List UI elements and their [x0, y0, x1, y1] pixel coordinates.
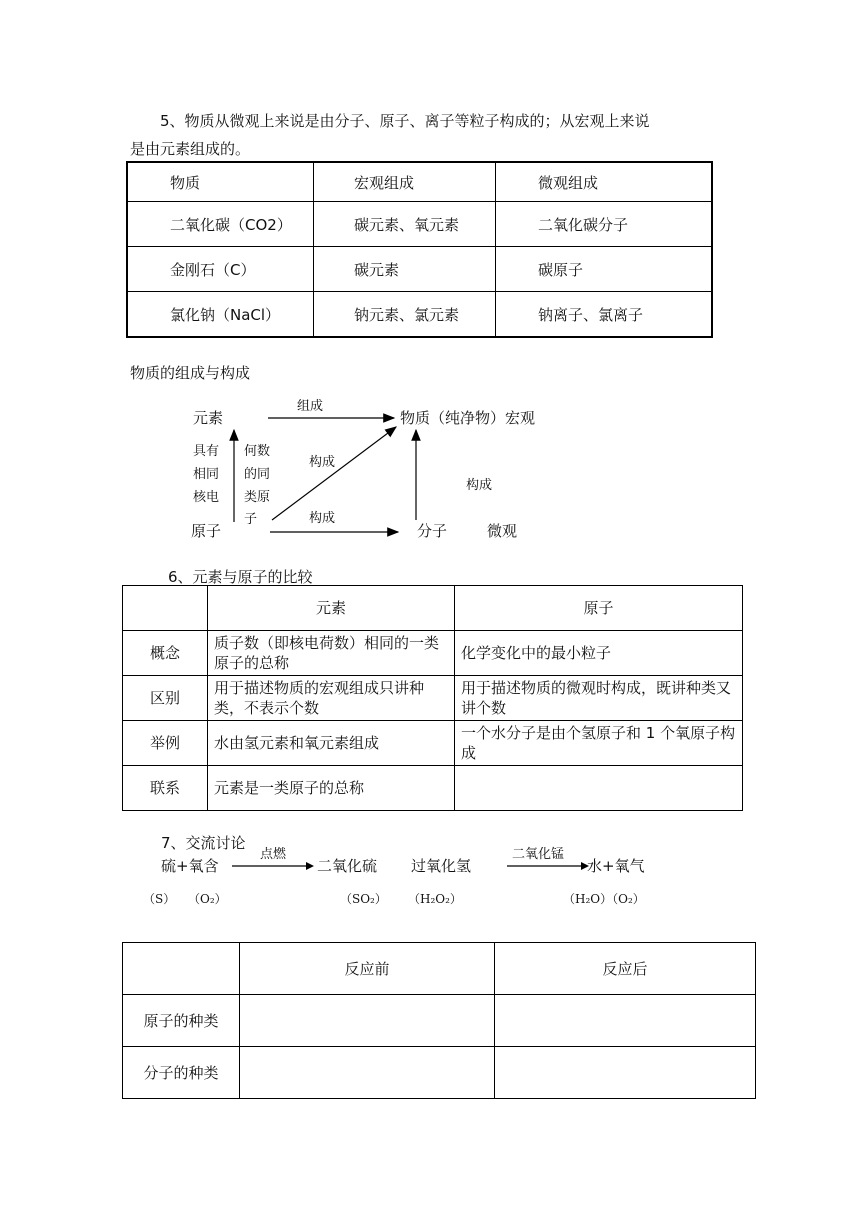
table-header-cell: 原子 — [455, 586, 743, 631]
table-header-row — [123, 943, 756, 995]
right-text-line: 子 — [244, 512, 258, 527]
table-row — [123, 766, 743, 811]
node-atom: 原子 — [191, 522, 222, 540]
table-header-cell: 反应后 — [495, 943, 756, 995]
reaction1-arrow — [230, 860, 316, 872]
table-cell — [240, 995, 495, 1047]
table-cell — [455, 766, 743, 811]
table-header-cell: 反应前 — [240, 943, 495, 995]
table-header-cell: 微观组成 — [496, 162, 713, 202]
table-cell: 碳原子 — [496, 247, 713, 292]
diagram-title: 物质的组成与构成 — [130, 364, 251, 382]
section7-title: 7、交流讨论 — [161, 834, 246, 852]
table-cell: 概念 — [123, 631, 208, 676]
reaction-comparison-table — [122, 942, 756, 1099]
left-text-line: 具有 — [193, 444, 220, 459]
element-atom-table — [122, 585, 743, 811]
section5-line1: 5、物质从微观上来说是由分子、原子、离子等粒子构成的；从宏观上来说 — [160, 112, 650, 130]
table-row — [123, 995, 756, 1047]
right-text-line: 的同 — [244, 467, 271, 482]
table-cell: 分子的种类 — [123, 1047, 240, 1099]
table-row — [123, 631, 743, 676]
table-cell: 举例 — [123, 721, 208, 766]
table-cell: 碳元素 — [314, 247, 496, 292]
table-header-cell — [123, 943, 240, 995]
label-construct-right: 构成 — [466, 478, 493, 493]
right-text-line: 何数 — [244, 444, 271, 459]
reaction2-condition: 二氧化锰 — [512, 847, 565, 862]
table-cell: 一个水分子是由个氢原子和 1 个氧原子构成 — [455, 721, 743, 766]
reaction2-arrow — [505, 860, 591, 872]
table-cell: 元素是一类原子的总称 — [208, 766, 455, 811]
formula-o2: （O₂） — [188, 892, 227, 906]
table-header-cell: 物质 — [127, 162, 314, 202]
table-cell: 原子的种类 — [123, 995, 240, 1047]
node-element: 元素 — [193, 409, 224, 427]
reaction1-condition: 点燃 — [260, 847, 287, 862]
table-cell: 氯化钠（NaCl） — [127, 292, 314, 338]
left-text-line: 相同 — [193, 467, 220, 482]
table-cell: 用于描述物质的宏观组成只讲种类，不表示个数 — [208, 676, 455, 721]
table-row — [123, 721, 743, 766]
table-header-cell: 元素 — [208, 586, 455, 631]
right-text-line: 类原 — [244, 490, 271, 505]
table-cell — [240, 1047, 495, 1099]
formula-s: （S） — [143, 892, 176, 906]
table-row — [123, 1047, 756, 1099]
table-cell: 区别 — [123, 676, 208, 721]
table-cell: 用于描述物质的微观时构成，既讲种类又讲个数 — [455, 676, 743, 721]
table-cell: 金刚石（C） — [127, 247, 314, 292]
table-cell: 钠元素、氯元素 — [314, 292, 496, 338]
section5-line2: 是由元素组成的。 — [130, 140, 251, 158]
formula-h2o2: （H₂O₂） — [408, 892, 462, 906]
composition-diagram — [0, 0, 860, 560]
section6-title: 6、元素与原子的比较 — [168, 568, 313, 586]
node-molecule: 分子 — [417, 522, 448, 540]
table-cell — [495, 1047, 756, 1099]
table-header-cell — [123, 586, 208, 631]
table-header-cell: 宏观组成 — [314, 162, 496, 202]
table-cell: 二氧化碳分子 — [496, 202, 713, 247]
reaction2-products: 水+氧气 — [587, 857, 645, 875]
table-cell: 联系 — [123, 766, 208, 811]
table-cell: 水由氢元素和氧元素组成 — [208, 721, 455, 766]
reaction1-reactants: 硫+氧含 — [161, 857, 219, 875]
formula-so2: （SO₂） — [340, 892, 387, 906]
formula-products: （H₂O）（O₂） — [563, 892, 645, 906]
table-cell: 二氧化碳（CO2） — [127, 202, 314, 247]
node-micro: 微观 — [487, 522, 518, 540]
table-cell: 化学变化中的最小粒子 — [455, 631, 743, 676]
reaction2-reactant: 过氧化氢 — [411, 857, 472, 875]
table-cell: 质子数（即核电荷数）相同的一类原子的总称 — [208, 631, 455, 676]
label-construct-diagonal: 构成 — [309, 455, 336, 470]
table-row — [123, 676, 743, 721]
table-cell: 碳元素、氧元素 — [314, 202, 496, 247]
table-cell: 钠离子、氯离子 — [496, 292, 713, 338]
node-substance: 物质（纯净物）宏观 — [400, 409, 536, 427]
table-header-row — [123, 586, 743, 631]
reaction1-product: 二氧化硫 — [317, 857, 378, 875]
left-text-line: 核电 — [193, 490, 220, 505]
label-compose: 组成 — [297, 399, 324, 414]
table-cell — [495, 995, 756, 1047]
label-construct-bottom: 构成 — [309, 511, 336, 526]
